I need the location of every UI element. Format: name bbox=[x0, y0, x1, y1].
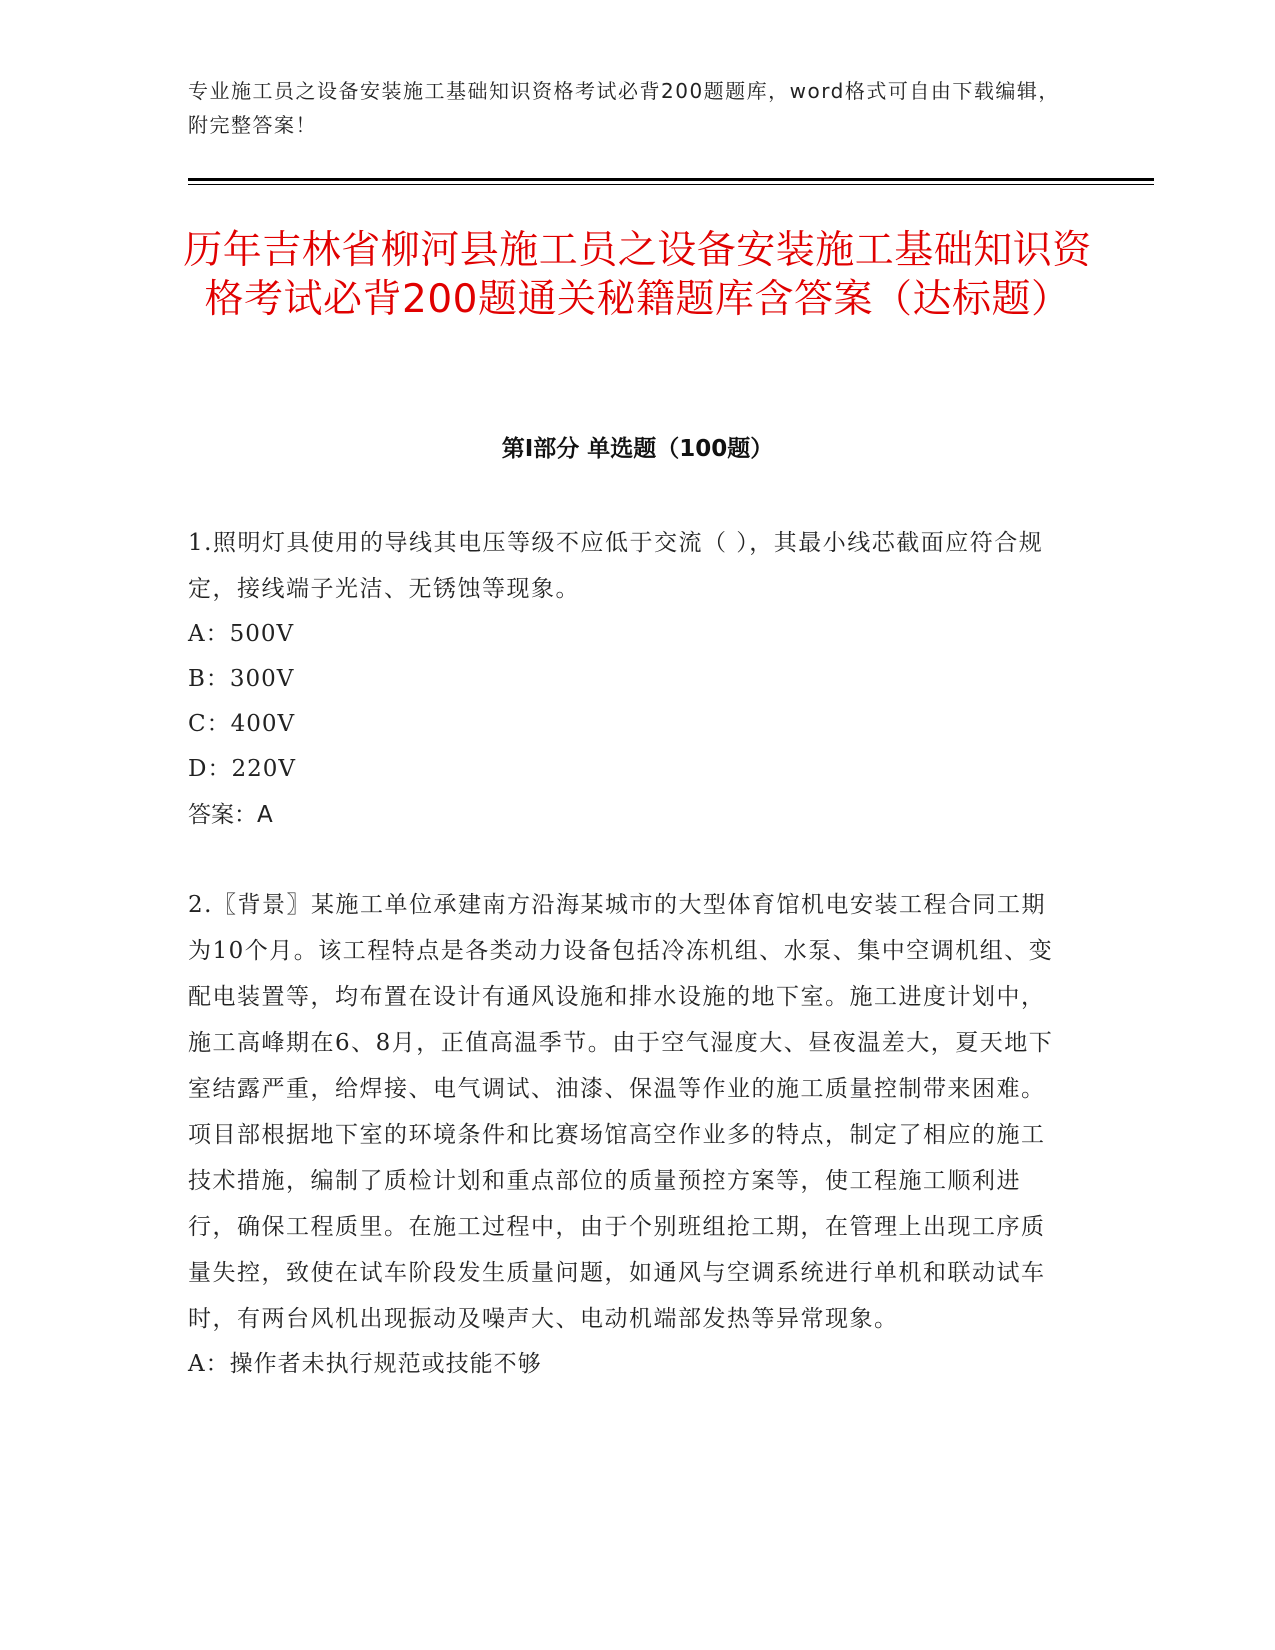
header-note: 专业施工员之设备安装施工基础知识资格考试必背200题题库，word格式可自由下载编辑，附完整答案！ bbox=[188, 79, 1060, 137]
document-title: 历年吉林省柳河县施工员之设备安装施工基础知识资格考试必背200题通关秘籍题库含答案（达标题） bbox=[183, 228, 1092, 322]
question-gap bbox=[188, 838, 1068, 882]
section-heading: 第I部分 单选题（100题） bbox=[501, 436, 774, 462]
option-a: A：操作者未执行规范或技能不够 bbox=[188, 1351, 542, 1377]
question-2 bbox=[188, 882, 1068, 1387]
header-divider-thick bbox=[188, 178, 1154, 181]
option-c: C：400V bbox=[188, 711, 296, 737]
option-d: D：220V bbox=[188, 756, 296, 782]
question-1 bbox=[188, 520, 1068, 838]
option-b: B：300V bbox=[188, 666, 295, 692]
question-text: 1.照明灯具使用的导线其电压等级不应低于交流（ ），其最小线芯截面应符合规定，接线端子光洁、无锈蚀等现象。 bbox=[188, 530, 1044, 602]
header-divider-thin bbox=[188, 184, 1154, 185]
answer-line: 答案：A bbox=[188, 802, 273, 828]
question-text: 2.〖背景〗某施工单位承建南方沿海某城市的大型体育馆机电安装工程合同工期为10个月。该工程特点是各类动力设备包括冷冻机组、水泵、集中空调机组、变配电装置等，均布置在设计有通风设施和排水设施的地下室。施工进度计划中，施工高峰期在6、8月，正值高温季节。由于空气湿度大、昼夜温差大，夏天地下室结露严重，给焊接、电气调试、油漆、保温等作业的施工质量控制带来困难。项目部根据地下室的环境条件和比赛场馆高空作业多的特点，制定了相应的施工技术措施，编制了质检计划和重点部位的质量预控方案等，使工程施工顺利进行，确保工程质里。在施工过程中，由于个别班组抢工期，在管理上出现工序质量失控，致使在试车阶段发生质量问题，如通风与空调系统进行单机和联动试车时，有两台风机出现振动及噪声大、电动机端部发热等异常现象。 bbox=[188, 892, 1054, 1332]
question-list bbox=[188, 520, 1068, 1387]
option-a: A：500V bbox=[188, 621, 295, 647]
